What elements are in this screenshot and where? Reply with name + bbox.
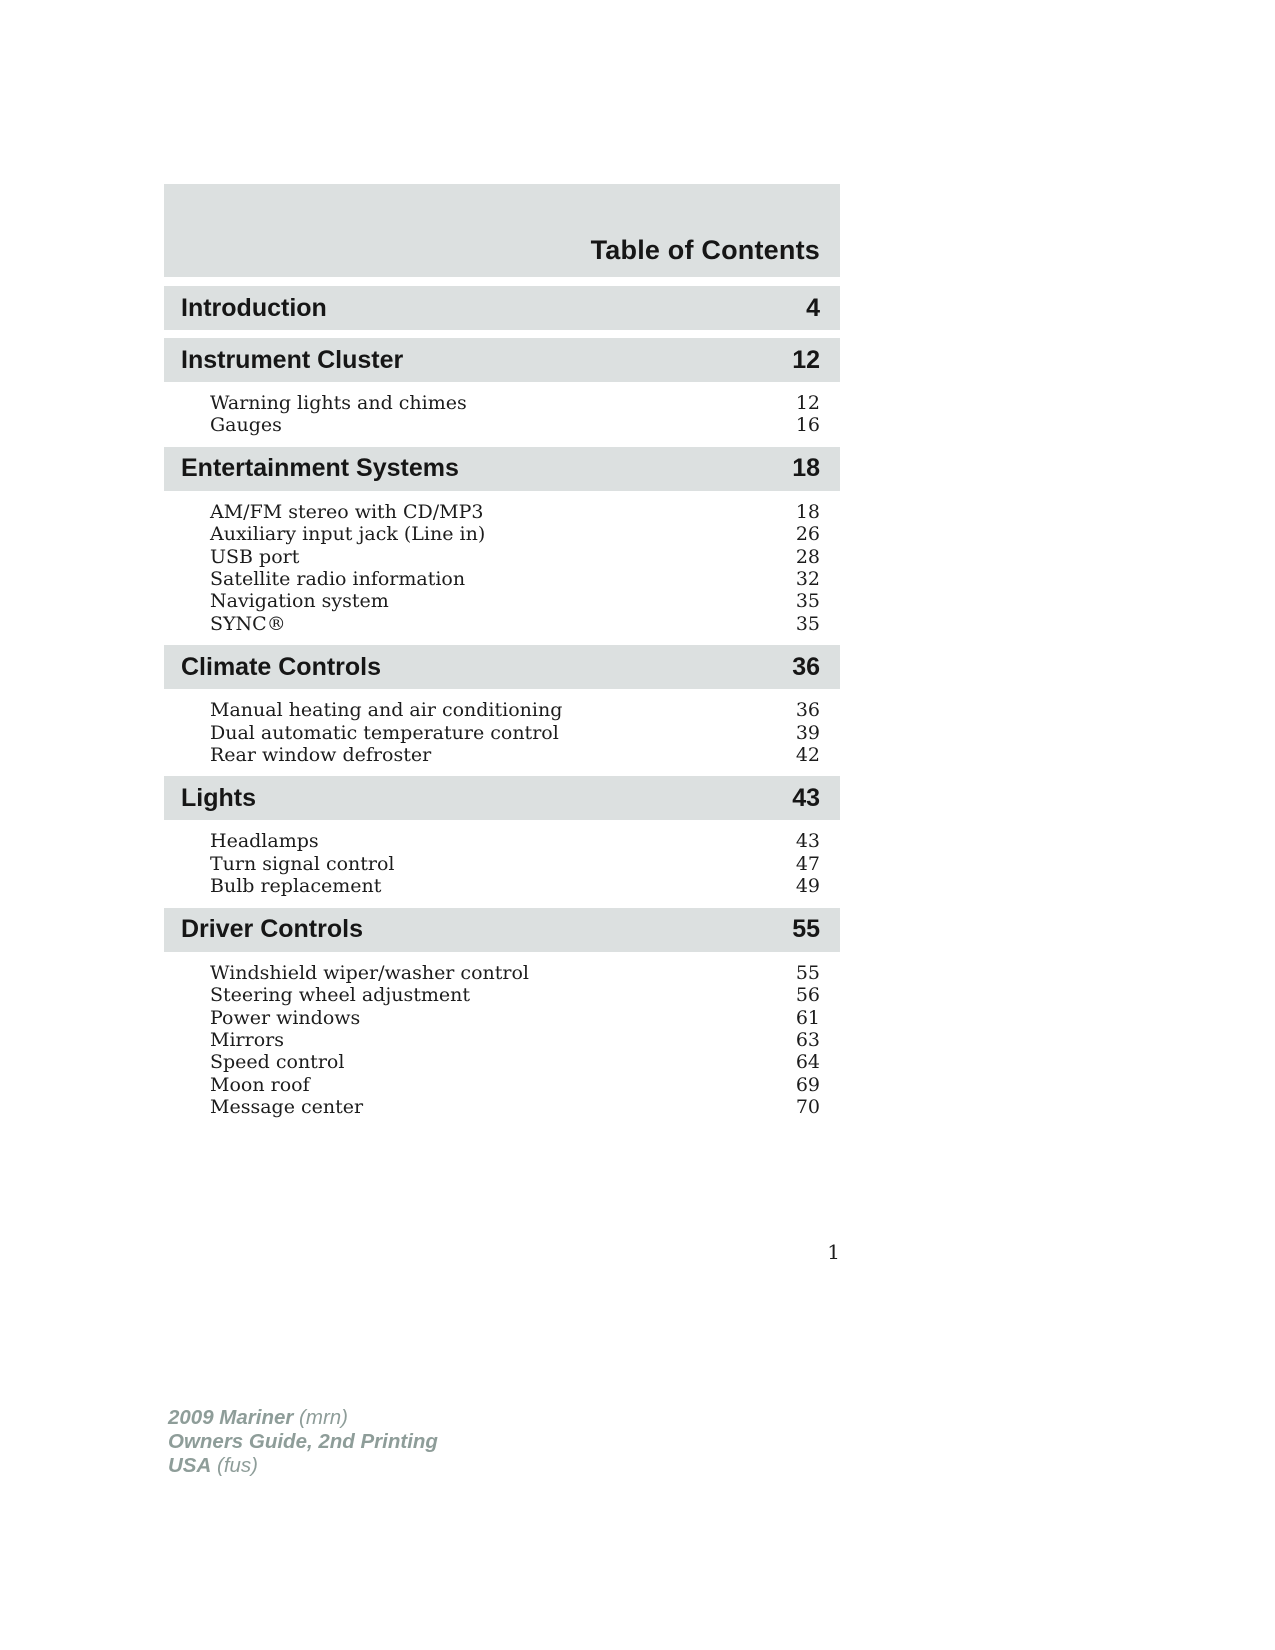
toc-item-row	[164, 830, 840, 852]
toc-item-row	[164, 744, 840, 766]
toc-item-list	[164, 960, 840, 1129]
footer-guide-title: Owners Guide, 2nd Printing	[168, 1430, 438, 1453]
toc-item-page-number: 12	[795, 392, 820, 414]
toc-item-page-number: 56	[795, 984, 820, 1007]
toc-item-page-number: 43	[795, 830, 820, 853]
page-number: 1	[827, 1240, 840, 1264]
toc-item-row	[164, 1051, 840, 1073]
toc-item-page-number: 63	[795, 1028, 820, 1051]
toc-item-label: Navigation system	[210, 590, 389, 613]
toc-item-row	[164, 590, 840, 612]
toc-item-row	[164, 568, 840, 590]
toc-item-label: Windshield wiper/washer control	[210, 961, 529, 984]
toc-item-label: Gauges	[210, 414, 282, 437]
toc-item-label: Turn signal control	[210, 852, 395, 875]
toc-section-row	[164, 286, 840, 330]
toc-item-label: Bulb replacement	[210, 875, 382, 898]
toc-section	[164, 338, 840, 447]
toc-item-page-number: 61	[795, 1006, 820, 1029]
toc-section	[164, 645, 840, 776]
toc-item-row	[164, 875, 840, 897]
toc-item-label: Moon roof	[210, 1073, 310, 1096]
toc-section-page-number: 4	[806, 293, 820, 322]
footer-publication: 2009 Mariner	[168, 1406, 294, 1429]
toc-item-page-number: 70	[795, 1096, 820, 1119]
toc-item-label: Mirrors	[210, 1028, 284, 1051]
toc-item-row	[164, 523, 840, 545]
toc-item-page-number: 55	[795, 961, 820, 984]
toc-item-page-number: 28	[795, 545, 820, 568]
toc-item-row	[164, 546, 840, 568]
toc-item-list	[164, 828, 840, 907]
toc-item-label: Speed control	[210, 1051, 345, 1074]
toc-item-label: Manual heating and air conditioning	[210, 699, 563, 722]
toc-item-page-number: 36	[795, 699, 820, 722]
toc-section-label: Lights	[181, 783, 256, 812]
toc-item-page-number: 69	[795, 1073, 820, 1096]
footer-publication-code: (mrn)	[293, 1406, 349, 1429]
toc-section-row	[164, 447, 840, 491]
toc-item-page-number: 64	[795, 1051, 820, 1074]
toc-item-list	[164, 697, 840, 776]
footer-line	[168, 1406, 438, 1430]
toc-item-row	[164, 1007, 840, 1029]
toc-item-label: Headlamps	[210, 830, 319, 853]
toc-item-page-number: 42	[795, 744, 820, 767]
toc-item-page-number: 47	[795, 852, 820, 875]
toc-section	[164, 776, 840, 907]
toc-section-page-number: 18	[792, 454, 820, 483]
toc-item-page-number: 26	[795, 523, 820, 546]
toc-item-label: Auxiliary input jack (Line in)	[210, 523, 486, 546]
toc-item-row	[164, 1096, 840, 1118]
toc-item-page-number: 39	[795, 721, 820, 744]
toc-section-label: Instrument Cluster	[181, 345, 404, 374]
footer-region: USA	[168, 1454, 212, 1477]
toc-item-row	[164, 984, 840, 1006]
toc-title: Table of Contents	[590, 235, 820, 265]
toc-item-page-number: 16	[795, 414, 820, 437]
toc-section-page-number: 43	[792, 783, 820, 812]
toc-section-page-number: 55	[792, 915, 820, 944]
toc-item-row	[164, 722, 840, 744]
toc-item-row	[164, 1074, 840, 1096]
toc-item-page-number: 35	[795, 612, 820, 635]
toc-section	[164, 908, 840, 1129]
toc-section-page-number: 36	[792, 652, 820, 681]
toc-sections	[164, 286, 840, 1129]
toc-item-label: Dual automatic temperature control	[210, 721, 559, 744]
toc-section-label: Entertainment Systems	[181, 454, 459, 483]
toc-section-row	[164, 776, 840, 820]
toc-item-label: Rear window defroster	[210, 744, 432, 767]
toc-item-row	[164, 392, 840, 414]
toc-item-label: AM/FM stereo with CD/MP3	[210, 500, 484, 523]
toc-item-label: Steering wheel adjustment	[210, 984, 470, 1007]
toc-item-page-number: 32	[795, 568, 820, 591]
toc-item-page-number: 35	[795, 590, 820, 613]
toc-content	[164, 184, 840, 1129]
footer-region-code: (fus)	[211, 1454, 258, 1477]
toc-section-label: Introduction	[181, 293, 327, 322]
toc-item-list	[164, 499, 840, 645]
toc-item-label: Warning lights and chimes	[210, 392, 467, 414]
toc-item-label: SYNC®	[210, 612, 286, 635]
toc-item-row	[164, 853, 840, 875]
footer-line	[168, 1454, 438, 1478]
toc-section-row	[164, 645, 840, 689]
toc-item-row	[164, 699, 840, 721]
toc-item-label: Satellite radio information	[210, 568, 466, 591]
toc-item-list	[164, 390, 840, 447]
toc-section-page-number: 12	[792, 345, 820, 374]
toc-item-label: Power windows	[210, 1006, 361, 1029]
toc-item-label: Message center	[210, 1096, 364, 1119]
toc-item-row	[164, 1029, 840, 1051]
toc-item-page-number: 18	[795, 500, 820, 523]
toc-section-label: Driver Controls	[181, 915, 363, 944]
toc-item-page-number: 49	[795, 875, 820, 898]
toc-section-row	[164, 338, 840, 382]
toc-section-row	[164, 908, 840, 952]
toc-item-label: USB port	[210, 545, 300, 568]
toc-header	[164, 184, 840, 277]
footer-line	[168, 1430, 438, 1454]
toc-item-row	[164, 501, 840, 523]
toc-section	[164, 286, 840, 330]
footer	[168, 1406, 438, 1478]
toc-section-label: Climate Controls	[181, 652, 382, 681]
toc-item-row	[164, 414, 840, 436]
toc-section	[164, 447, 840, 645]
toc-item-row	[164, 613, 840, 635]
toc-item-row	[164, 962, 840, 984]
